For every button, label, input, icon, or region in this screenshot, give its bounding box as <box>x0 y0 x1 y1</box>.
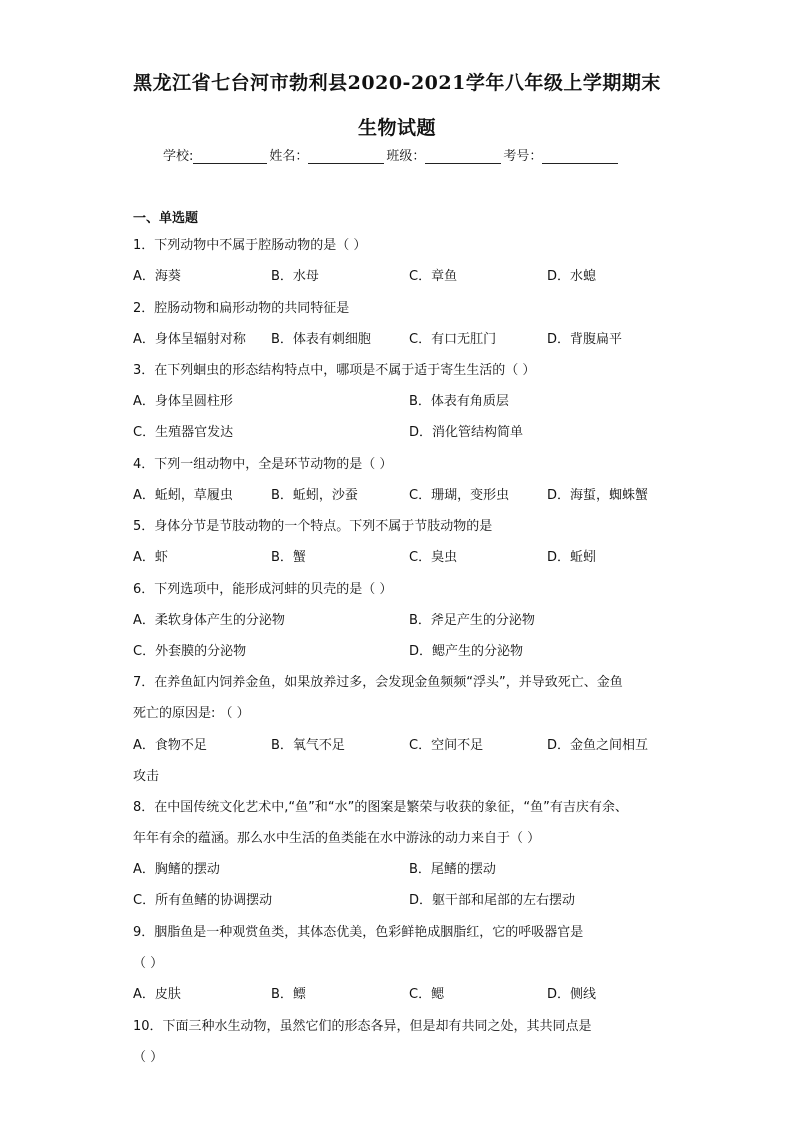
q3-option-b: B．体表有角质层 <box>409 394 509 409</box>
school-label: 学校: <box>163 149 194 164</box>
q6-option-d: D．鳃产生的分泌物 <box>409 644 524 659</box>
q2-option-d: D．背腹扁平 <box>547 332 623 347</box>
school-blank <box>193 149 267 164</box>
question-8-stem-line1: 8．在中国传统文化艺术中,“鱼”和“水”的图案是繁荣与收获的象征，“鱼”有吉庆有余、 <box>133 800 628 815</box>
q5-option-c: C．臭虫 <box>409 550 458 565</box>
q4-option-b: B．蚯蚓，沙蚕 <box>271 488 358 503</box>
id-blank <box>542 149 618 164</box>
q1-option-b: B．水母 <box>271 269 319 284</box>
question-2-stem: 2．腔肠动物和扁形动物的共同特征是 <box>133 301 350 316</box>
q2-option-c: C．有口无肛门 <box>409 332 497 347</box>
q8-option-a: A．胸鳍的摆动 <box>133 862 220 877</box>
q2-option-b: B．体表有刺细胞 <box>271 332 371 347</box>
exam-title-line1: 黑龙江省七台河市勃利县2020-2021学年八年级上学期期末 <box>133 72 661 94</box>
q9-option-a: A．皮肤 <box>133 987 181 1002</box>
q6-option-b: B．斧足产生的分泌物 <box>409 613 535 628</box>
q8-option-b: B．尾鳍的摆动 <box>409 862 496 877</box>
question-7-stem-line2: 死亡的原因是: （ ） <box>133 706 250 721</box>
q9-option-b: B．鳔 <box>271 987 306 1002</box>
q7-option-d: D．金鱼之间相互 <box>547 738 649 753</box>
q3-option-a: A．身体呈圆柱形 <box>133 394 233 409</box>
q5-option-a: A．虾 <box>133 550 168 565</box>
q1-option-a: A．海葵 <box>133 269 181 284</box>
q3-option-d: D．消化管结构简单 <box>409 425 524 440</box>
q9-option-d: D．侧线 <box>547 987 597 1002</box>
q8-option-c: C．所有鱼鳍的协调摆动 <box>133 893 273 908</box>
question-10-stem-line2: （ ） <box>133 1050 164 1065</box>
question-9-stem-line1: 9．胭脂鱼是一种观赏鱼类，其体态优美，色彩鲜艳成胭脂红，它的呼吸器官是 <box>133 925 584 940</box>
name-blank <box>308 149 384 164</box>
question-9-stem-line2: （ ） <box>133 956 164 971</box>
question-7-stem-line1: 7．在养鱼缸内饲养金鱼，如果放养过多，会发现金鱼频频“浮头”，并导致死亡、金鱼 <box>133 675 623 690</box>
q4-option-a: A．蚯蚓，草履虫 <box>133 488 233 503</box>
question-10-stem-line1: 10．下面三种水生动物，虽然它们的形态各异，但是却有共同之处，其共同点是 <box>133 1019 592 1034</box>
q7-option-b: B．氧气不足 <box>271 738 345 753</box>
q2-option-a: A．身体呈辐射对称 <box>133 332 246 347</box>
q5-option-d: D．蚯蚓 <box>547 550 597 565</box>
class-blank <box>425 149 501 164</box>
question-8-stem-line2: 年年有余的蕴涵。那么水中生活的鱼类能在水中游泳的动力来自于（ ） <box>133 831 541 846</box>
section-heading: 一、单选题 <box>133 211 199 226</box>
q4-option-c: C．珊瑚，变形虫 <box>409 488 510 503</box>
q4-option-d: D．海蜇，蜘蛛蟹 <box>547 488 649 503</box>
question-6-stem: 6．下列选项中，能形成河蚌的贝壳的是（ ） <box>133 582 393 597</box>
question-4-stem: 4．下列一组动物中，全是环节动物的是（ ） <box>133 457 393 472</box>
q8-option-d: D．躯干部和尾部的左右摆动 <box>409 893 576 908</box>
student-info-line <box>163 145 620 164</box>
id-label: 考号： <box>503 149 543 164</box>
q6-option-a: A．柔软身体产生的分泌物 <box>133 613 285 628</box>
q7-option-d-continued: 攻击 <box>133 769 160 784</box>
q7-option-c: C．空间不足 <box>409 738 484 753</box>
question-3-stem: 3．在下列蛔虫的形态结构特点中，哪项是不属于适于寄生生活的（ ） <box>133 363 536 378</box>
q3-option-c: C．生殖器官发达 <box>133 425 234 440</box>
question-1-stem: 1．下列动物中不属于腔肠动物的是（ ） <box>133 238 367 253</box>
q1-option-c: C．章鱼 <box>409 269 458 284</box>
class-label: 班级： <box>386 149 426 164</box>
question-5-stem: 5．身体分节是节肢动物的一个特点。下列不属于节肢动物的是 <box>133 519 493 534</box>
q1-option-d: D．水螅 <box>547 269 597 284</box>
name-label: 姓名： <box>269 149 309 164</box>
q5-option-b: B．蟹 <box>271 550 306 565</box>
q6-option-c: C．外套膜的分泌物 <box>133 644 247 659</box>
exam-title-line2: 生物试题 <box>357 117 436 139</box>
q7-option-a: A．食物不足 <box>133 738 207 753</box>
q9-option-c: C．鳃 <box>409 987 445 1002</box>
